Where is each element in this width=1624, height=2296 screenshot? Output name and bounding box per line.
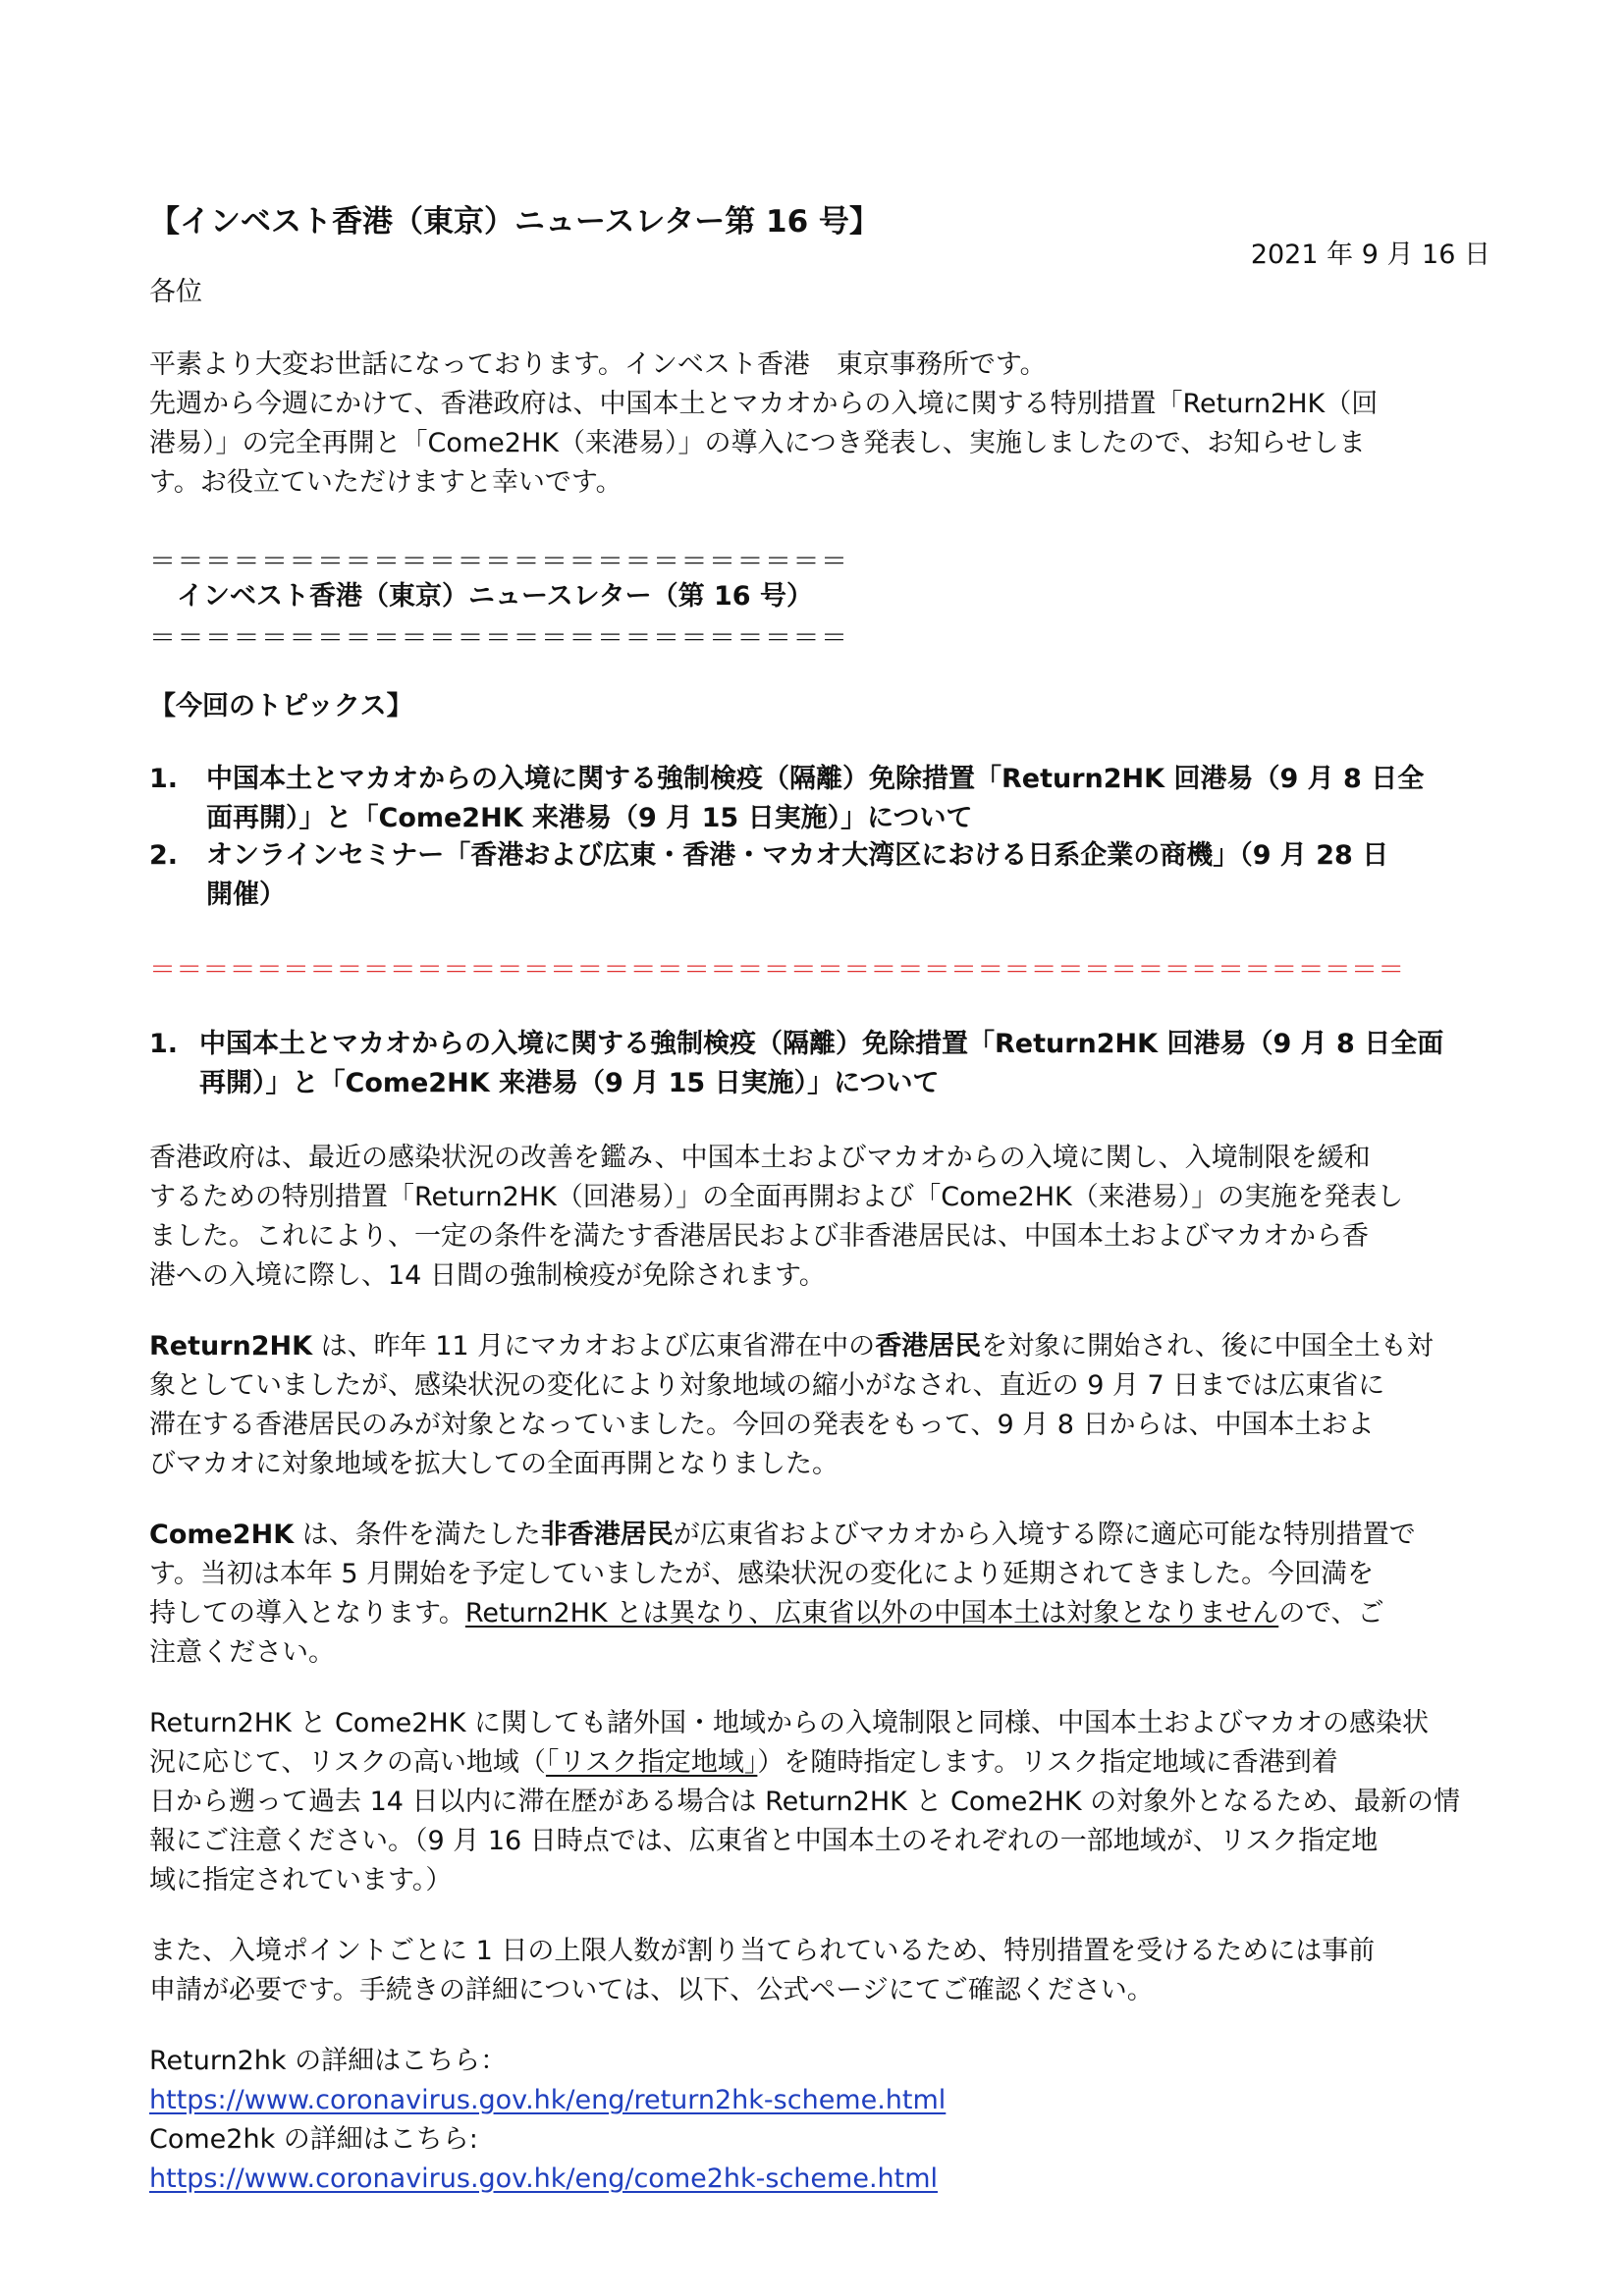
return2hk-term: Return2HK <box>149 1331 313 1362</box>
come2hk-link[interactable]: https://www.coronavirus.gov.hk/eng/come2hk-scheme.html <box>149 2163 939 2194</box>
link-line <box>149 2160 938 2199</box>
hk-resident-term: 香港居民 <box>875 1331 982 1362</box>
topic-number: 2. <box>149 840 179 871</box>
text-span: が広東省およびマカオから入境する際に適応可能な特別措置で <box>673 1520 1416 1550</box>
topic-item-line: 開催） <box>206 880 286 910</box>
banner-title: インベスト香港（東京）ニュースレター（第 16 号） <box>177 581 813 612</box>
topic-item-line: 中国本土とマカオからの入境に関する強制検疫（隔離）免除措置「Return2HK 回港易（9 月 8 日全 <box>206 764 1425 794</box>
text-span: ので、ご <box>1278 1598 1384 1629</box>
intro-line: 平素より大変お世話になっております。インベスト香港 東京事務所です。 <box>149 349 1047 380</box>
paragraph-line <box>149 1743 1338 1783</box>
paragraph-line <box>149 1594 1384 1633</box>
return2hk-link-label: Return2hk の詳細はこちら： <box>149 2046 508 2076</box>
paragraph-line: 滞在する香港居民のみが対象となっていました。今回の発表をもって、9 月 8 日からは、中国本土およ <box>149 1410 1375 1440</box>
text-span: を対象に開始され、後に中国全土も対 <box>981 1331 1434 1362</box>
paragraph-line: す。当初は本年 5 月開始を予定していましたが、感染状況の変化により延期されてきました。今回満を <box>149 1559 1375 1589</box>
intro-line: す。お役立ていただけますと幸いです。 <box>149 467 623 498</box>
text-span: ）を随時指定します。リスク指定地域に香港到着 <box>757 1747 1338 1778</box>
paragraph-line: 申請が必要です。手続きの詳細については、以下、公式ページにてご確認ください。 <box>149 1975 1154 2005</box>
text-span: 持しての導入となります。 <box>149 1598 465 1629</box>
section-number: 1. <box>149 1029 179 1059</box>
come2hk-link-label: Come2hk の詳細はこちら: <box>149 2124 478 2155</box>
banner-separator-top: ＝＝＝＝＝＝＝＝＝＝＝＝＝＝＝＝＝＝＝＝＝＝＝＝＝ <box>149 547 849 577</box>
section-heading-line: 中国本土とマカオからの入境に関する強制検疫（隔離）免除措置「Return2HK 回港易（9 月 8 日全面 <box>199 1029 1444 1059</box>
section-heading-line: 再開）」と「Come2HK 来港易（9 月 15 日実施）」について <box>199 1068 940 1098</box>
paragraph-line: 象としていましたが、感染状況の変化により対象地域の縮小がなされ、直近の 9 月 7 日までは広東省に <box>149 1370 1385 1401</box>
paragraph-line: 香港政府は、最近の感染状況の改善を鑑み、中国本土およびマカオからの入境に関し、入境制限を緩和 <box>149 1143 1371 1173</box>
date: 2021 年 9 月 16 日 <box>1250 240 1490 270</box>
red-separator: ＝＝＝＝＝＝＝＝＝＝＝＝＝＝＝＝＝＝＝＝＝＝＝＝＝＝＝＝＝＝＝＝＝＝＝＝＝＝＝＝＝＝＝＝＝＝＝ <box>149 955 1405 986</box>
underlined-note: Return2HK とは異なり、広東省以外の中国本土は対象となりません <box>464 1598 1279 1629</box>
paragraph-line <box>149 1516 1416 1555</box>
intro-line: 港易）」の完全再開と「Come2HK（来港易）」の導入につき発表し、実施しましたので、お知らせしま <box>149 428 1366 458</box>
text-span: は、条件を満たした <box>294 1520 541 1550</box>
return2hk-link[interactable]: https://www.coronavirus.gov.hk/eng/return2hk-scheme.html <box>149 2085 947 2115</box>
page-title: 【インベスト香港（東京）ニュースレター第 16 号】 <box>149 204 880 240</box>
text-span: は、昨年 11 月にマカオおよび広東省滞在中の <box>312 1331 876 1362</box>
text-span: 況に応じて、リスクの高い地域（ <box>149 1747 546 1778</box>
link-line <box>149 2081 946 2120</box>
risk-area-link[interactable]: 「リスク指定地域」 <box>545 1747 758 1778</box>
paragraph-line: するための特別措置「Return2HK（回港易）」の全面再開および「Come2HK（来港易）」の実施を発表し <box>149 1182 1404 1212</box>
banner-separator-bottom: ＝＝＝＝＝＝＝＝＝＝＝＝＝＝＝＝＝＝＝＝＝＝＝＝＝ <box>149 623 849 654</box>
topic-item-line: オンラインセミナー「香港および広東・香港・マカオ大湾区における日系企業の商機」（9 月 28 日 <box>206 840 1389 871</box>
paragraph-line: 注意ください。 <box>149 1637 335 1668</box>
salutation: 各位 <box>149 277 202 307</box>
paragraph-line: また、入境ポイントごとに 1 日の上限人数が割り当てられているため、特別措置を受けるためには事前 <box>149 1936 1376 1966</box>
topic-item-line: 面再開）」と「Come2HK 来港易（9 月 15 日実施）」について <box>206 803 973 833</box>
paragraph-line: びマカオに対象地域を拡大しての全面再開となりました。 <box>149 1449 839 1479</box>
paragraph-line: 域に指定されています。） <box>149 1865 453 1896</box>
paragraph-line: Return2HK と Come2HK に関しても諸外国・地域からの入境制限と同様、中国本土およびマカオの感染状 <box>149 1708 1429 1738</box>
paragraph-line <box>149 1327 1434 1366</box>
non-hk-resident-term: 非香港居民 <box>540 1520 674 1550</box>
paragraph-line: 港への入境に際し、14 日間の強制検疫が免除されます。 <box>149 1260 826 1291</box>
topic-number: 1. <box>149 764 179 794</box>
topics-heading: 【今回のトピックス】 <box>149 691 413 721</box>
come2hk-term: Come2HK <box>149 1520 295 1550</box>
paragraph-line: 日から遡って過去 14 日以内に滞在歴がある場合は Return2HK と Come2HK の対象外となるため、最新の情 <box>149 1787 1461 1817</box>
paragraph-line: 報にご注意ください。（9 月 16 日時点では、広東省と中国本土のそれぞれの一部地域が、リスク指定地 <box>149 1826 1379 1856</box>
paragraph-line: ました。これにより、一定の条件を満たす香港居民および非香港居民は、中国本土およびマカオから香 <box>149 1221 1369 1252</box>
intro-line: 先週から今週にかけて、香港政府は、中国本土とマカオからの入境に関する特別措置「Return2HK（回 <box>149 389 1379 419</box>
